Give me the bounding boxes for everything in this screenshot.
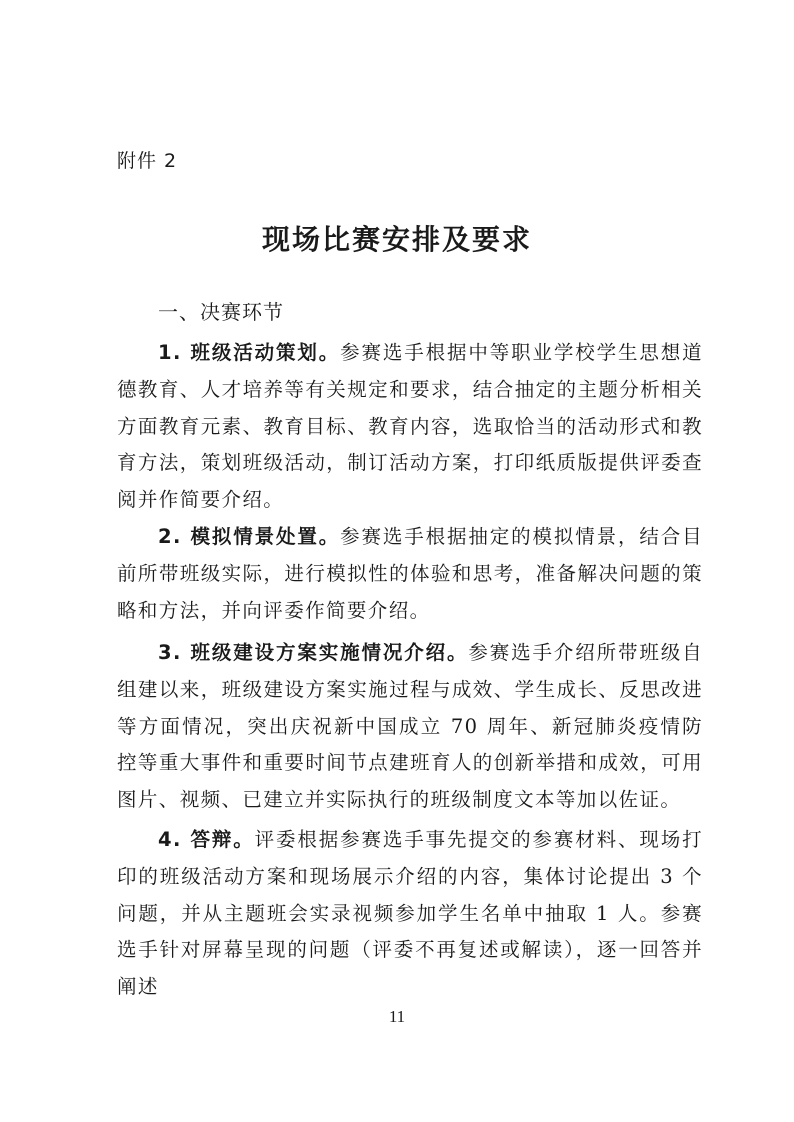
- document-title: 现场比赛安排及要求: [261, 223, 532, 256]
- paragraph: [117, 519, 703, 629]
- attachment-label: 附件 2: [117, 150, 178, 172]
- section-heading: 一、决赛环节: [158, 300, 284, 324]
- page-number: 11: [388, 1007, 406, 1026]
- paragraph-text: 参赛选手根据中等职业学校学生思想道德教育、人才培养等有关规定和要求，结合抽定的主题分析相关方面教育元素、教育目标、教育内容，选取恰当的活动形式和教育方法，策划班级活动，制订活动方案，打印纸质版提供评委查阅并作简要介绍。: [117, 341, 703, 512]
- paragraph-lead: 3. 班级建设方案实施情况介绍。: [158, 641, 469, 664]
- item-4: [117, 822, 703, 1006]
- item-2: [117, 519, 703, 629]
- paragraph-lead: 4. 答辩。: [158, 828, 255, 851]
- item-3: [117, 635, 703, 819]
- item-1: [117, 335, 703, 519]
- paragraph-text: 评委根据参赛选手事先提交的参赛材料、现场打印的班级活动方案和现场展示介绍的内容，集体讨论提出 3 个问题，并从主题班会实录视频参加学生名单中抽取 1 人。参赛选手针对屏幕呈现的问题（评委不再复述或解读），逐一回答并阐述: [117, 828, 703, 999]
- paragraph: [117, 822, 703, 1006]
- paragraph-text: 参赛选手介绍所带班级自组建以来，班级建设方案实施过程与成效、学生成长、反思改进等方面情况，突出庆祝新中国成立 70 周年、新冠肺炎疫情防控等重大事件和重要时间节点建班育人的创新举措和成效，可用图片、视频、已建立并实际执行的班级制度文本等加以佐证。: [117, 641, 703, 812]
- paragraph-text: 参赛选手根据抽定的模拟情景，结合目前所带班级实际，进行模拟性的体验和思考，准备解决问题的策略和方法，并向评委作简要介绍。: [117, 525, 703, 622]
- paragraph-lead: 2. 模拟情景处置。: [158, 525, 341, 548]
- paragraph: [117, 335, 703, 519]
- paragraph: [117, 635, 703, 819]
- paragraph-lead: 1. 班级活动策划。: [158, 341, 341, 364]
